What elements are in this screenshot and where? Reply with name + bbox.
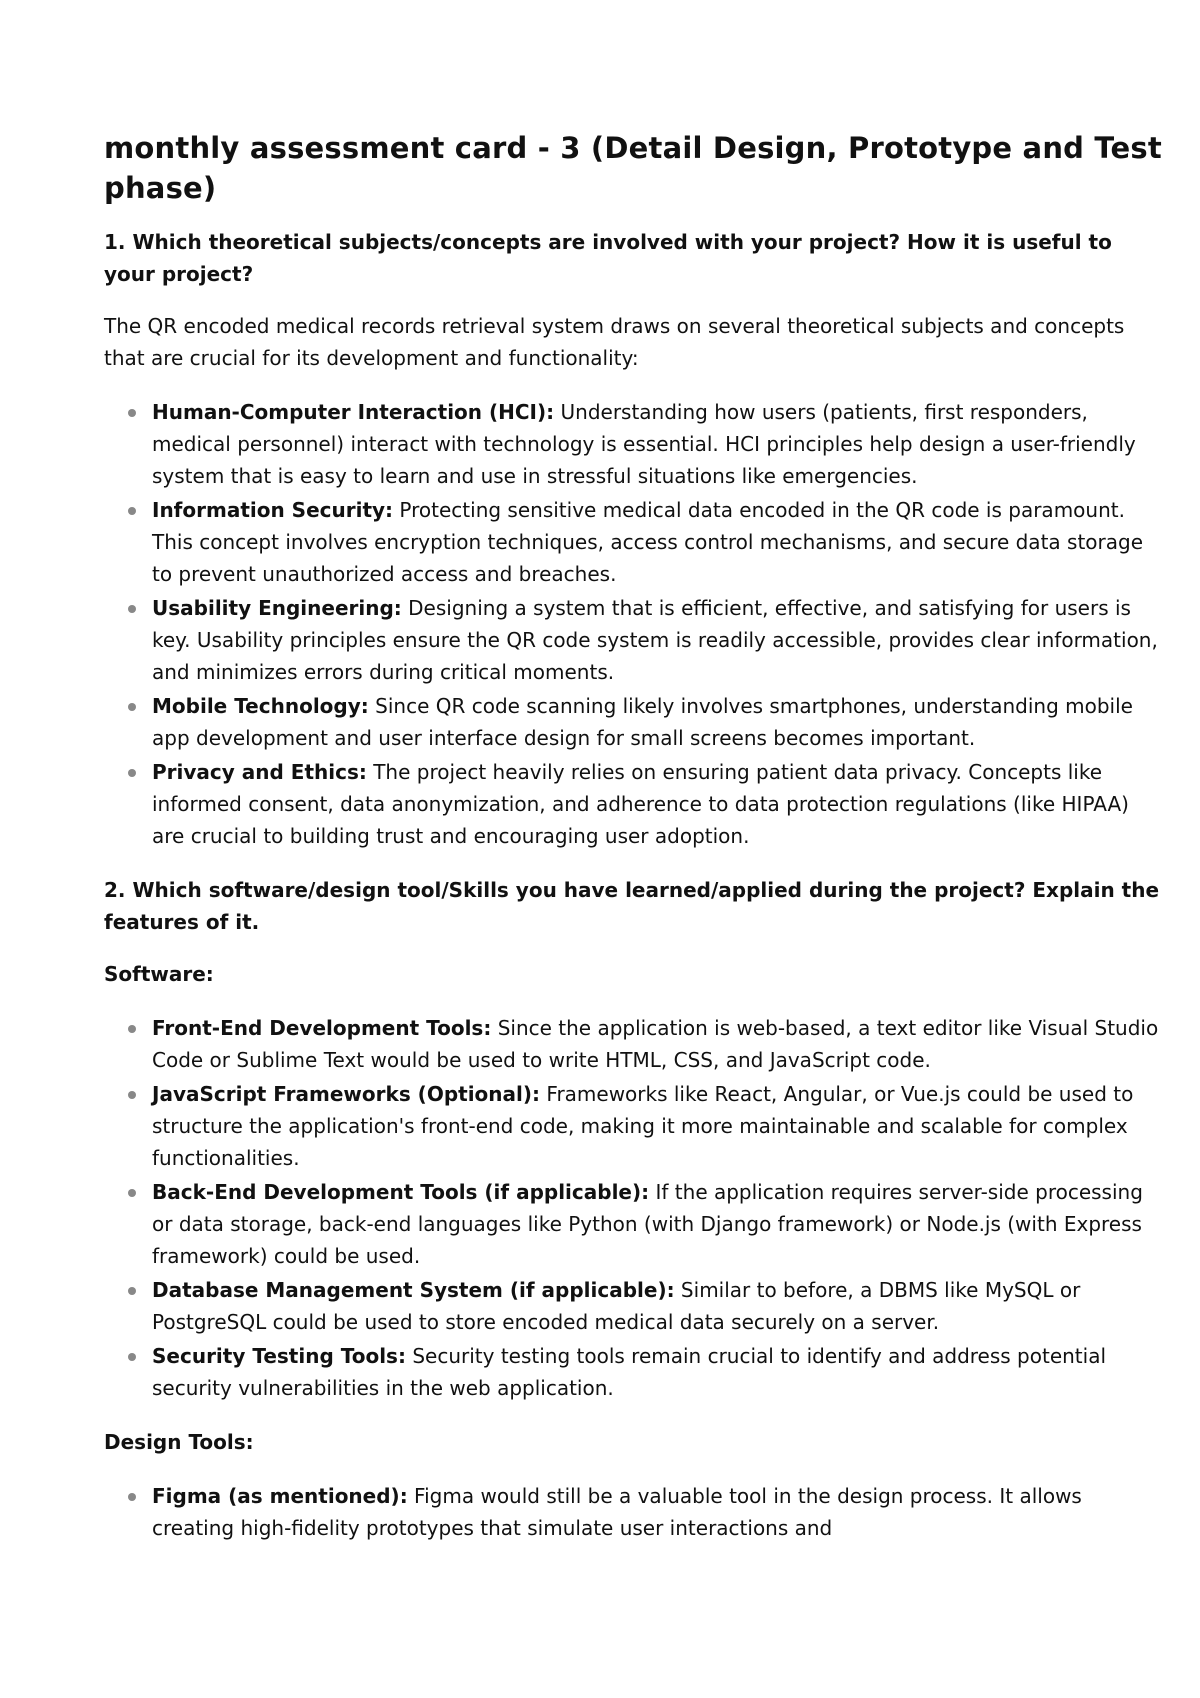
bullet-icon [128,1091,136,1099]
bullet-icon [128,1353,136,1361]
item-term: Security Testing Tools: [152,1344,406,1368]
item-text: Protecting sensitive medical data encoded in the QR code is paramount. This concept involves encryption techniques, access control mechanisms, and secure data storage to prevent unauthorized access and breaches. [152,498,1143,586]
list-item [104,1012,1164,1076]
list-item [104,592,1164,688]
item-text: Frameworks like React, Angular, or Vue.js could be used to structure the application's front-end code, making it more maintainable and scalable for complex functionalities. [152,1082,1134,1170]
item-term: Usability Engineering: [152,596,402,620]
list-item [104,396,1164,492]
bullet-icon [128,605,136,613]
bullet-icon [128,1025,136,1033]
item-term: Information Security: [152,498,394,522]
list-item [104,494,1164,590]
bullet-icon [128,409,136,417]
item-text: If the application requires server-side processing or data storage, back-end languages like Python (with Django framework) or Node.js (with Express framework) could be used. [152,1180,1143,1268]
item-text: The project heavily relies on ensuring patient data privacy. Concepts like informed consent, data anonymization, and adherence to data protection regulations (like HIPAA) are crucial to building trust and encouraging user adoption. [152,760,1129,848]
software-heading: Software: [104,962,214,986]
software-list [104,1012,1164,1404]
bullet-icon [128,1287,136,1295]
list-item [104,1176,1164,1272]
concepts-list [104,396,1164,852]
question-1: 1. Which theoretical subjects/concepts are involved with your project? How it is useful to your project? [104,230,1112,286]
bullet-icon [128,1189,136,1197]
item-term: Figma (as mentioned): [152,1484,408,1508]
item-term: Mobile Technology: [152,694,369,718]
document-page [104,128,1164,1566]
bullet-icon [128,769,136,777]
question-1-intro: The QR encoded medical records retrieval system draws on several theoretical subjects and concepts that are crucial for its development and functionality: [104,314,1125,370]
item-term: Back-End Development Tools (if applicable): [152,1180,650,1204]
item-term: JavaScript Frameworks (Optional): [152,1082,541,1106]
list-item [104,1274,1164,1338]
design-tools-list [104,1480,1164,1544]
list-item [104,756,1164,852]
item-text: Since QR code scanning likely involves smartphones, understanding mobile app development and user interface design for small screens becomes important. [152,694,1133,750]
bullet-icon [128,507,136,515]
list-item [104,1340,1164,1404]
item-text: Security testing tools remain crucial to identify and address potential security vulnerabilities in the web application. [152,1344,1107,1400]
bullet-icon [128,703,136,711]
list-item [104,1480,1164,1544]
item-text: Understanding how users (patients, first responders, medical personnel) interact with technology is essential. HCI principles help design a user-friendly system that is easy to learn and use in stressful situations like emergencies. [152,400,1136,488]
item-term: Privacy and Ethics: [152,760,367,784]
item-term: Database Management System (if applicable): [152,1278,675,1302]
item-term: Front-End Development Tools: [152,1016,492,1040]
list-item [104,690,1164,754]
item-term: Human-Computer Interaction (HCI): [152,400,555,424]
item-text: Figma would still be a valuable tool in the design process. It allows creating high-fidelity prototypes that simulate user interactions and [152,1484,1082,1540]
item-text: Designing a system that is efficient, effective, and satisfying for users is key. Usability principles ensure the QR code system is readily accessible, provides clear information, and minimizes errors during critical moments. [152,596,1158,684]
item-text: Since the application is web-based, a text editor like Visual Studio Code or Sublime Text would be used to write HTML, CSS, and JavaScript code. [152,1016,1159,1072]
question-2: 2. Which software/design tool/Skills you have learned/applied during the project? Explain the features of it. [104,878,1160,934]
item-text: Similar to before, a DBMS like MySQL or PostgreSQL could be used to store encoded medical data securely on a server. [152,1278,1081,1334]
list-item [104,1078,1164,1174]
design-tools-heading: Design Tools: [104,1430,254,1454]
bullet-icon [128,1493,136,1501]
document-title: monthly assessment card - 3 (Detail Design, Prototype and Test phase) [104,131,1162,205]
